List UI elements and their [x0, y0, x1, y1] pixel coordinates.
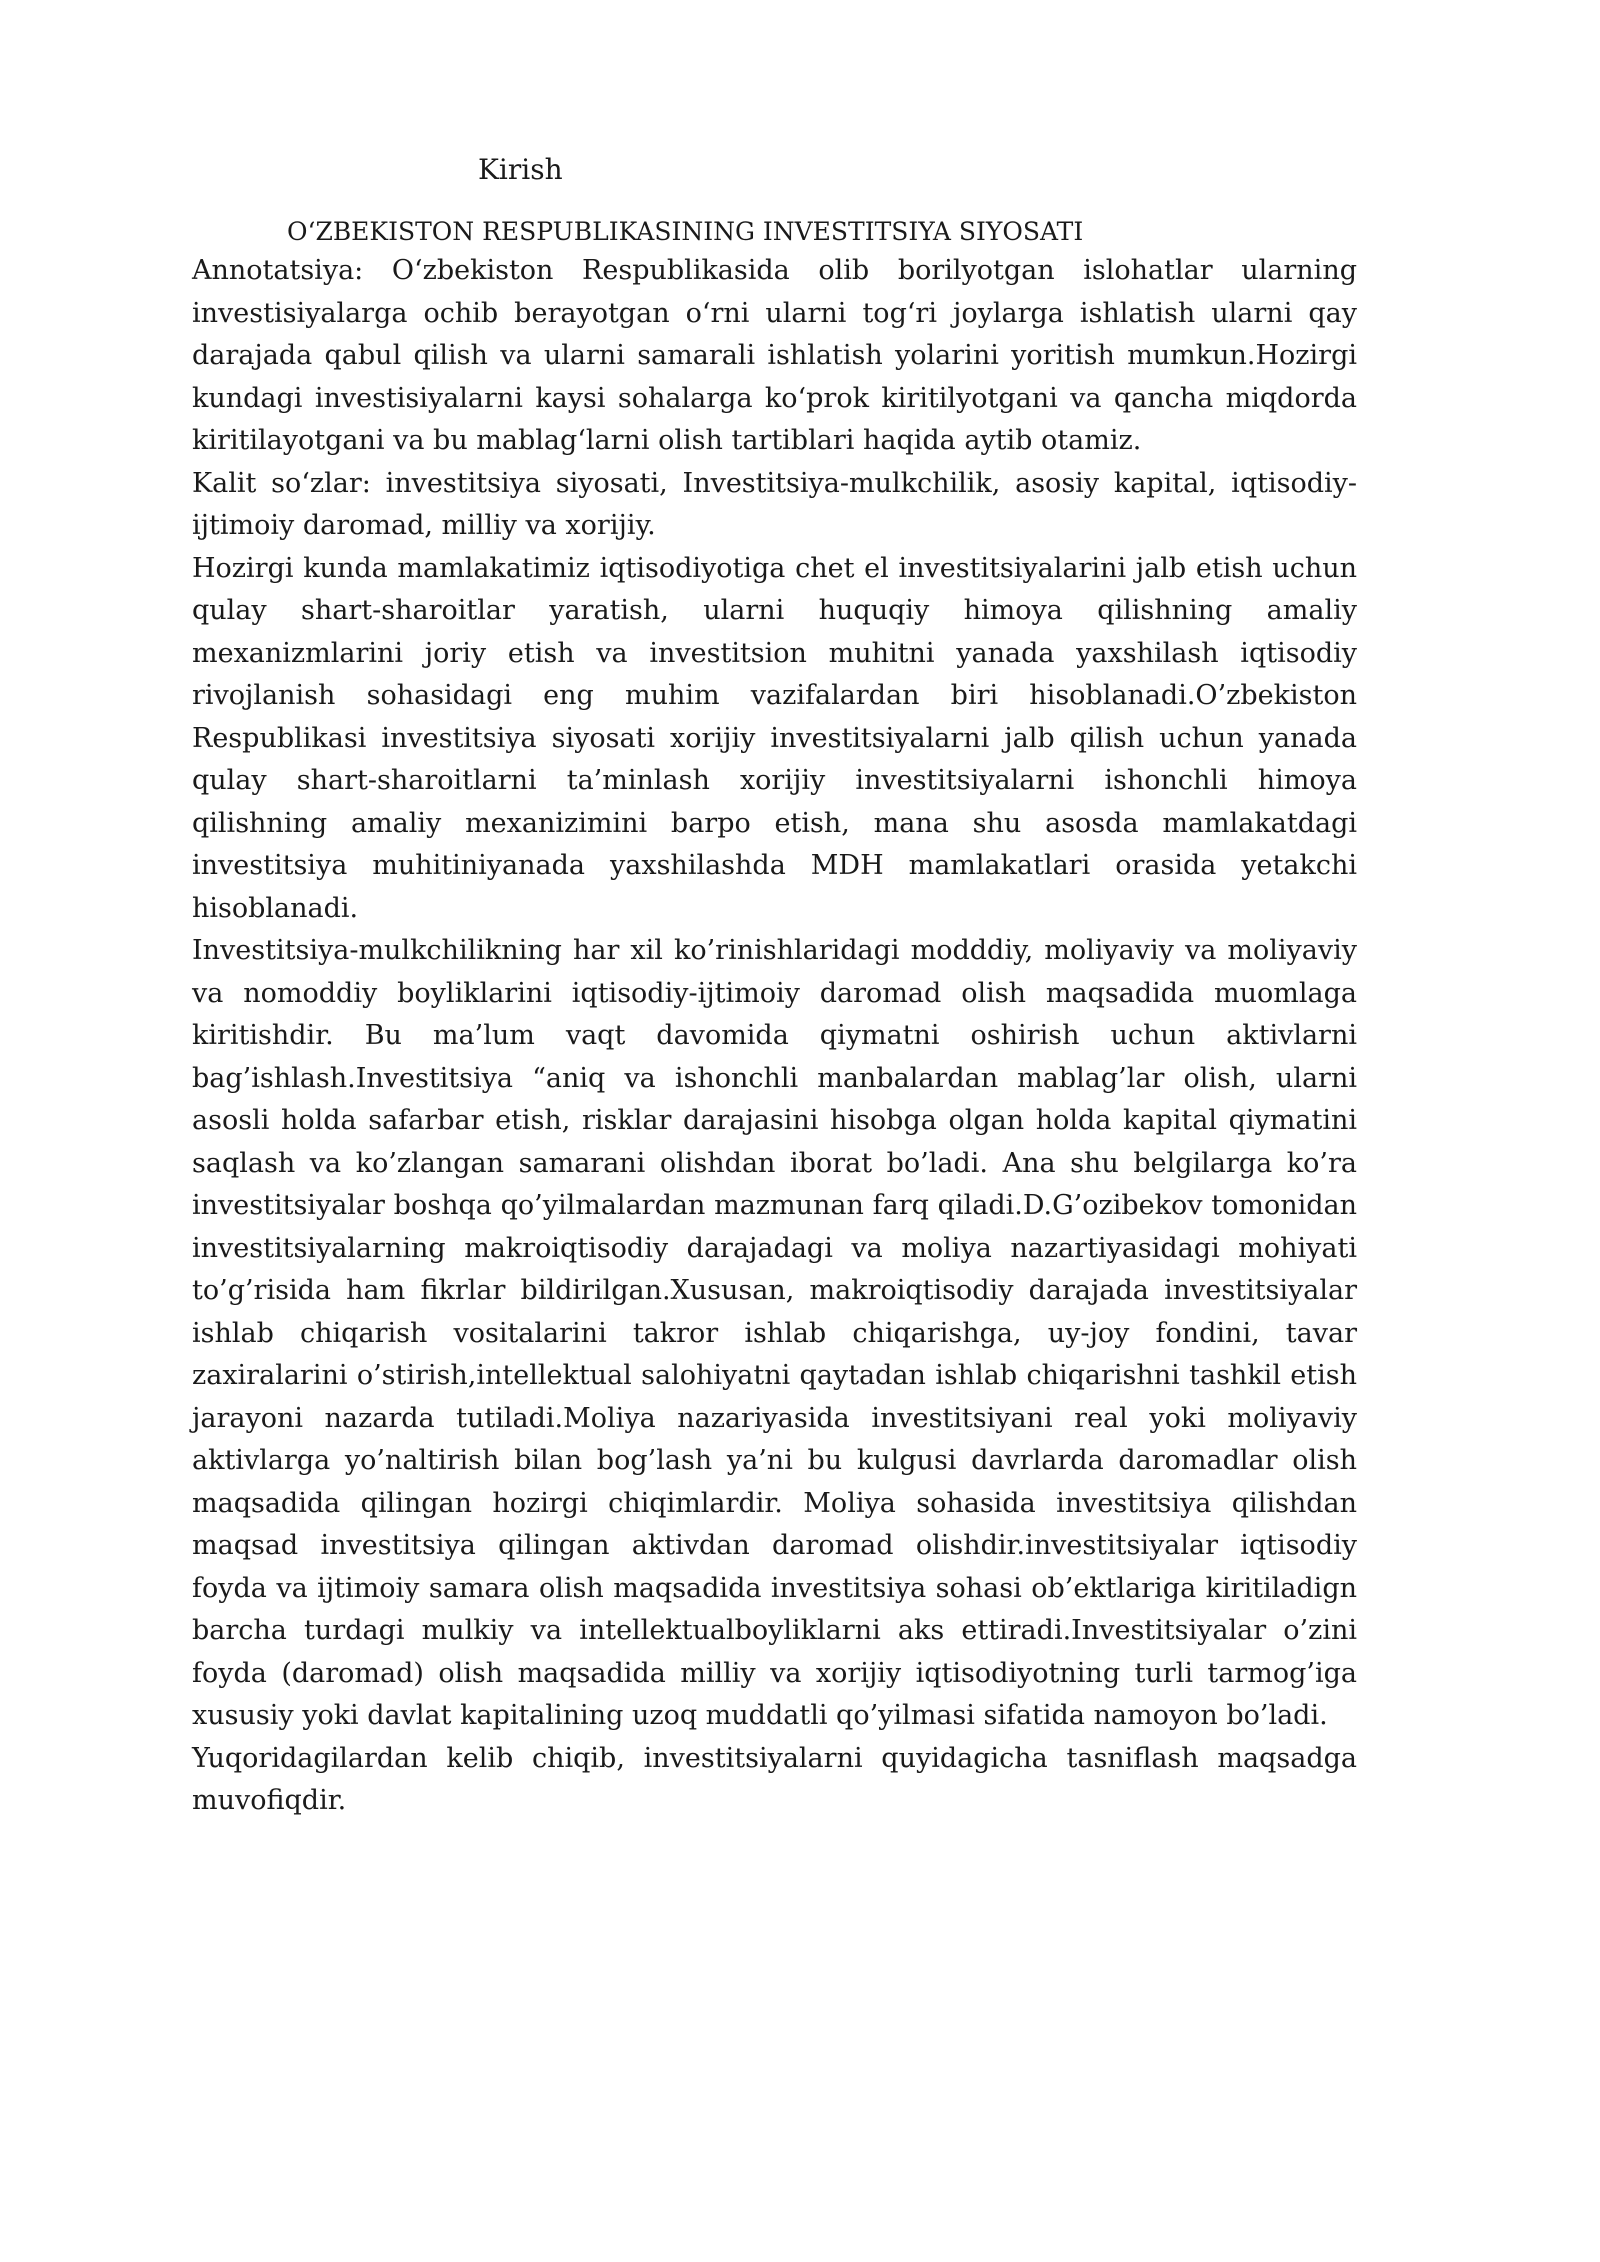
keywords-paragraph: Kalit so‘zlar: investitsiya siyosati, Investitsiya-mulkchilik, asosiy kapital, iqtisodiy-ijtimoiy daromad, milliy va xorijiy.: [192, 467, 1357, 541]
annotation-paragraph: Annotatsiya: O‘zbekiston Respublikasida olib borilyotgan islohatlar ularning investisiyalarga ochib berayotgan o‘rni ularni tog‘ri joylarga ishlatish ularni qay darajada qabul qilish va ularni samarali ishlatish yolarini yoritish mumkun.Hozirgi kundagi investisiyalarni kaysi sohalarga ko‘prok kiritilyotgani va qancha miqdorda kiritilayotgani va bu mablag‘larni olish tartiblari haqida aytib otamiz.: [192, 255, 1357, 456]
document-title: Kirish: [478, 153, 563, 186]
body-paragraph: Investitsiya-mulkchilikning har xil ko’rinishlaridagi modddiy, moliyaviy va moliyaviy va nomoddiy boyliklarini iqtisodiy-ijtimoiy daromad olish maqsadida muomlaga kiritishdir. Bu ma’lum vaqt davomida qiymatni oshirish uchun aktivlarni bag’ishlash.Investitsiya “aniq va ishonchli manbalardan mablag’lar olish, ularni asosli holda safarbar etish, risklar darajasini hisobga olgan holda kapital qiymatini saqlash va ko’zlangan samarani olishdan iborat bo’ladi. Ana shu belgilarga ko’ra investitsiyalar boshqa qo’yilmalardan mazmunan farq qiladi.D.G’ozibekov tomonidan investitsiyalarning makroiqtisodiy darajadagi va moliya nazartiyasidagi mohiyati to’g’risida ham fikrlar bildirilgan.Xususan, makroiqtisodiy darajada investitsiyalar ishlab chiqarish vositalarini takror ishlab chiqarishga, uy-joy fondini, tavar zaxiralarini o’stirish,intellektual salohiyatni qaytadan ishlab chiqarishni tashkil etish jarayoni nazarda tutiladi.Moliya nazariyasida investitsiyani real yoki moliyaviy aktivlarga yo’naltirish bilan bog’lash ya’ni bu kulgusi davrlarda daromadlar olish maqsadida qilingan hozirgi chiqimlardir. Moliya sohasida investitsiya qilishdan maqsad investitsiya qilingan aktivdan daromad olishdir.investitsiyalar iqtisodiy foyda va ijtimoiy samara olish maqsadida investitsiya sohasi ob’ektlariga kiritiladign barcha turdagi mulkiy va intellektualboyliklarni aks ettiradi.Investitsiyalar o’zini foyda (daromad) olish maqsadida milliy va xorijiy iqtisodiyotning turli tarmog’iga xususiy yoki davlat kapitalining uzoq muddatli qo’yilmasi sifatida namoyon bo’ladi.: [192, 935, 1357, 1731]
body-paragraph: Hozirgi kunda mamlakatimiz iqtisodiyotiga chet el investitsiyalarini jalb etish uchun qulay shart-sharoitlar yaratish, ularni huquqiy himoya qilishning amaliy mexanizmlarini joriy etish va investitsion muhitni yanada yaxshilash iqtisodiy rivojlanish sohasidagi eng muhim vazifalardan biri hisoblanadi.O’zbekiston Respublikasi investitsiya siyosati xorijiy investitsiyalarni jalb qilish uchun yanada qulay shart-sharoitlarni ta’minlash xorijiy investitsiyalarni ishonchli himoya qilishning amaliy mexanizimini barpo etish, mana shu asosda mamlakatdagi investitsiya muhitiniyanada yaxshilashda MDH mamlakatlari orasida yetakchi hisoblanadi.: [192, 552, 1357, 924]
document-subtitle: O‘ZBEKISTON RESPUBLIKASINING INVESTITSIYA SIYOSATI: [287, 217, 1084, 246]
document-body: [192, 250, 1357, 1823]
body-paragraph: Yuqoridagilardan kelib chiqib, investitsiyalarni quyidagicha tasniflash maqsadga muvofiqdir.: [192, 1742, 1357, 1816]
